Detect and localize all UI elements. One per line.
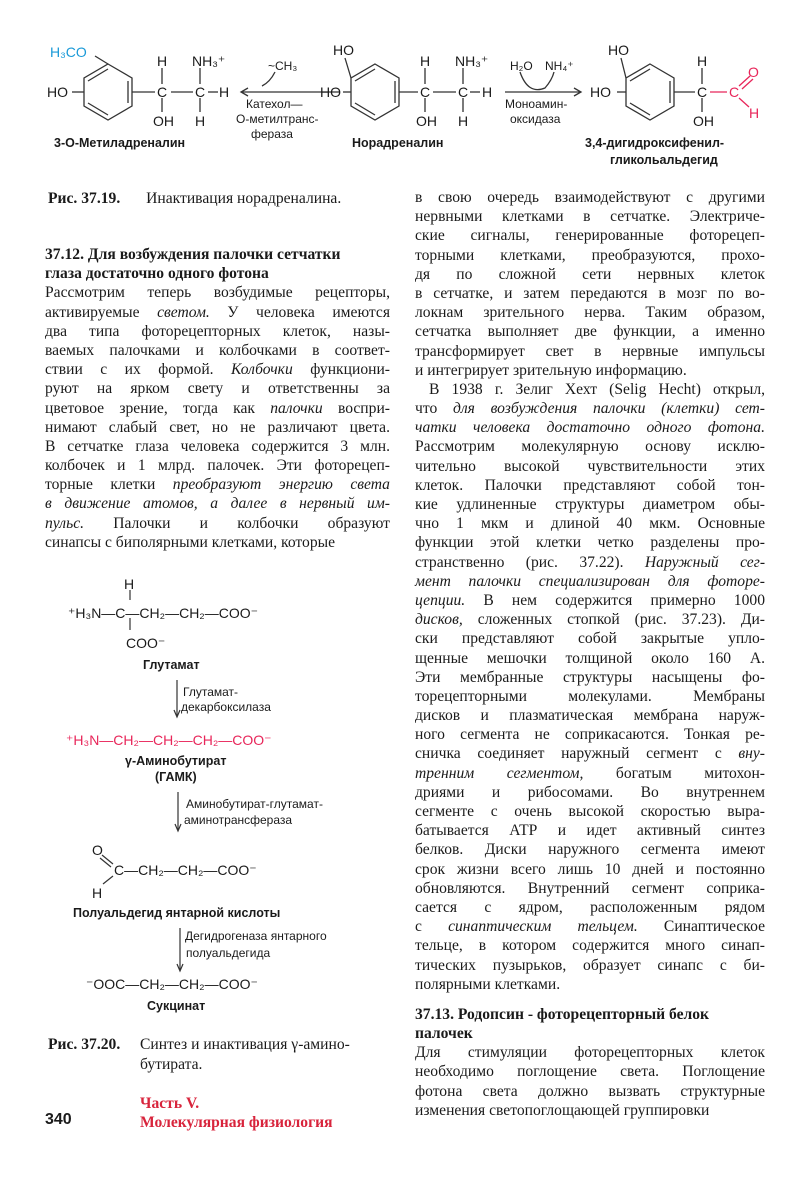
text-segment: два типа фоторецепторных клеток, назы- (45, 322, 390, 340)
text-line (415, 418, 765, 437)
enzyme-label: Аминобутират-глутамат- (186, 797, 323, 811)
text-segment: ские сигналы, генерированные фоторецеп- (415, 227, 765, 245)
text-line (415, 226, 765, 245)
compound-abbreviation: (ГАМК) (155, 770, 197, 784)
text-line (415, 956, 765, 975)
enzyme-label: оксидаза (510, 112, 561, 126)
section-heading: 37.12. Для возбуждения палочки сетчатки (45, 246, 341, 263)
text-line (415, 303, 765, 322)
atom-label: C (420, 84, 431, 100)
figure-37-20-gaba-pathway (66, 576, 327, 1013)
figure-37-19-noradrenaline-inactivation (72, 56, 753, 120)
atom-label: C (157, 84, 168, 100)
text-segment: Для стимуляции фоторецепторных клеток (415, 1044, 765, 1062)
text-line (415, 572, 765, 591)
emphasized-text: синаптическим тельцем. (448, 918, 638, 936)
running-footer (140, 1094, 333, 1132)
atom-label: O (92, 842, 103, 858)
text-line (415, 207, 765, 226)
atom-label: H (482, 84, 493, 100)
text-segment: ваемых палочками и колбочками в соответ- (45, 341, 390, 359)
text-segment: ствии с их формой. (45, 361, 232, 379)
text-line (45, 322, 390, 341)
part-label: Часть V. (140, 1095, 200, 1112)
text-line (415, 610, 765, 629)
text-line (415, 860, 765, 879)
text-line (45, 437, 390, 456)
text-line (415, 898, 765, 917)
atom-label: C (697, 84, 708, 100)
text-line (415, 533, 765, 552)
text-line (45, 360, 390, 379)
page-number: 340 (45, 1111, 72, 1128)
text-line (415, 380, 765, 399)
text-line (415, 188, 765, 207)
text-segment: сетчатка выполняет две функции, а именно (415, 323, 765, 341)
text-line (45, 494, 390, 513)
text-segment: цветовое зрение, тогда как (45, 399, 271, 417)
text-segment: активируемые (45, 303, 158, 321)
emphasized-text: Наружный сег- (644, 553, 766, 571)
compound-name: гликольальдегид (610, 153, 718, 167)
text-line (415, 284, 765, 303)
enzyme-label: Моноамин- (505, 97, 568, 111)
text-segment: в сетчатке, и затем передаются в мозг по во- (415, 284, 765, 302)
water-label: H₂O (510, 59, 533, 73)
atom-label: H (697, 53, 708, 69)
amino-label: NH₃⁺ (455, 53, 489, 69)
text-line (45, 514, 390, 533)
text-segment: клеток. Палочки представляют собой тон- (415, 476, 765, 494)
compound-name: Сукцинат (147, 999, 206, 1013)
atom-label: H (92, 885, 103, 901)
text-line (415, 744, 765, 763)
text-line (415, 764, 765, 783)
text-line (415, 879, 765, 898)
compound-name: Глутамат (143, 658, 200, 672)
text-segment: изменения светопоглощающей группировки (415, 1101, 710, 1119)
benzene-ring (626, 64, 674, 120)
text-segment: нимают слабый свет, но не различают цвета. (45, 418, 390, 436)
text-segment: фотона света должно вызвать структурные (415, 1082, 765, 1100)
text-line (415, 629, 765, 648)
text-segment: Синаптическое (637, 918, 765, 936)
emphasized-text: для возбуждения палочки (клетки) сет- (452, 400, 765, 418)
text-segment: функции этой клетки четко разделены про- (415, 534, 765, 552)
emphasized-text: вну- (738, 745, 765, 763)
compound-name: Полуальдегид янтарной кислоты (73, 906, 281, 920)
hydroxyl-label: HO (320, 84, 341, 100)
caption-label: Рис. 37.20. (48, 1036, 121, 1053)
text-line (415, 361, 765, 380)
compound-name: γ-Аминобутират (125, 754, 227, 768)
text-line (415, 802, 765, 821)
aldehyde-oxygen: O (748, 64, 759, 80)
hydroxyl-label: OH (693, 113, 714, 129)
text-segment: чительно высокой чувствительности этих (415, 457, 765, 475)
enzyme-label: Дегидрогеназа янтарного (185, 929, 327, 943)
text-line (45, 533, 390, 552)
ammonium-label: NH₄⁺ (545, 59, 574, 73)
section-37-12 (45, 245, 390, 552)
text-line (415, 246, 765, 265)
body-text (415, 188, 765, 994)
text-segment: тических пузырьков, образует синапс с би- (415, 956, 765, 974)
text-segment: Эти мембранные структуры насыщены фо- (415, 668, 765, 686)
text-segment: срок жизни всего лишь 10 дней и постоянно (415, 860, 765, 878)
text-line (415, 1043, 765, 1062)
atom-label: H (124, 576, 135, 592)
text-segment: что (415, 400, 453, 418)
atom-label: C (195, 84, 206, 100)
text-line (415, 1082, 765, 1101)
text-segment: торными клетками, преобразуются, прохо- (415, 246, 765, 264)
text-line (415, 783, 765, 802)
compound-name: 3-О-Метиладреналин (54, 136, 186, 150)
hydroxyl-label: OH (153, 113, 174, 129)
caption-text: Инактивация норадреналина. (146, 190, 342, 207)
text-segment: батывается АТР и идет активный синтез (415, 822, 765, 840)
text-line (45, 379, 390, 398)
text-segment: торные клетки (45, 476, 173, 494)
benzene-ring (351, 64, 399, 120)
section-heading: 37.13. Родопсин - фоторецепторный белок (415, 1005, 710, 1023)
text-line (415, 514, 765, 533)
compound-name: 3,4-дигидроксифенил- (585, 136, 725, 150)
emphasized-text: в движение атомов, а далее в нервный им- (45, 495, 390, 513)
gaba-formula: ⁺H₃N—CH₂—CH₂—CH₂—COO⁻ (66, 732, 272, 748)
atom-label: H (157, 53, 168, 69)
methyl-label: ~CH₃ (268, 59, 298, 73)
text-segment: богатым митохон- (583, 764, 765, 782)
text-line (45, 418, 390, 437)
enzyme-label: полуальдегида (186, 946, 271, 960)
text-segment: ного сегмента не соприкасаются. Тонкая ре- (415, 726, 765, 744)
hydroxyl-label: HO (590, 84, 611, 100)
aldehyde-hydrogen: H (749, 105, 760, 121)
hydroxyl-label: HO (47, 84, 68, 100)
text-line (45, 341, 390, 360)
text-segment: торецепторными молекулами. Мембраны (415, 687, 765, 705)
enzyme-label: фераза (251, 127, 293, 141)
emphasized-text: преобразуют энергию света (172, 476, 390, 494)
text-segment: колбочек и 1 млрд. палочек. Эти фоторецеп- (45, 457, 390, 475)
text-line (415, 936, 765, 955)
text-segment: необходимо поглощение света. Поглощение (415, 1063, 765, 1081)
text-line (415, 1062, 765, 1081)
hydroxyl-label: HO (608, 42, 629, 58)
text-line (415, 342, 765, 361)
emphasized-text: палочки (270, 399, 323, 417)
section-heading: палочек (415, 1025, 473, 1043)
text-segment: синапсы с биполярными клетками, которые (45, 533, 336, 551)
amino-label: NH₃⁺ (192, 53, 226, 69)
text-line (45, 399, 390, 418)
text-segment: функциони- (292, 361, 390, 379)
text-segment: В сетчатке глаза человека содержится 3 млн. (45, 437, 390, 455)
text-line (415, 495, 765, 514)
text-line (415, 725, 765, 744)
text-segment: воспри- (322, 399, 390, 417)
emphasized-text: тренним сегментом, (415, 764, 584, 782)
enzyme-label: декарбоксилаза (181, 700, 271, 714)
body-text (415, 1043, 765, 1120)
text-segment: сничка соединяет наружный сегмент с (415, 745, 739, 763)
enzyme-label: Катехол— (246, 97, 303, 111)
semialdehyde-formula: C—CH₂—CH₂—COO⁻ (114, 862, 257, 878)
text-segment: ски представляют собой закрытые упло- (415, 630, 765, 648)
section-heading: глаза достаточно одного фотона (45, 265, 269, 283)
text-segment: У человека имеются (209, 303, 390, 321)
text-segment: тельце, в котором содержится много синап- (415, 937, 765, 955)
text-line (415, 821, 765, 840)
text-line (415, 399, 765, 418)
text-segment: и интегрирует зрительную информацию. (415, 361, 687, 379)
text-line (415, 591, 765, 610)
benzene-ring (84, 64, 132, 120)
hydroxyl-label: OH (416, 113, 437, 129)
emphasized-text: цепции. (415, 591, 466, 609)
text-segment: в свою очередь взаимодействуют с другими (415, 189, 765, 206)
text-segment: сегменте с очень высокой скоростью выра- (415, 803, 765, 820)
text-segment: белков. Диски наружного сегмента имеют (415, 841, 765, 859)
text-line (415, 553, 765, 572)
atom-label: C (458, 84, 469, 100)
text-line (415, 1101, 765, 1120)
emphasized-text: чатки человека достаточно одного фотона. (415, 419, 765, 437)
enzyme-label: О-метилтранс- (236, 112, 319, 126)
enzyme-label: аминотрансфераза (184, 813, 293, 827)
text-segment: трансформирует свет в нервные импульсы (415, 342, 765, 360)
text-segment: с (415, 918, 449, 936)
text-segment: дриями и рибосомами. Во внутреннем (415, 783, 765, 801)
text-line (45, 303, 390, 322)
figure-caption-37-19 (48, 190, 341, 208)
atom-label: H (420, 53, 431, 69)
text-line (415, 706, 765, 725)
enzyme-label: Глутамат- (183, 685, 239, 699)
atom-label: H (195, 113, 206, 129)
text-line (415, 322, 765, 341)
methoxy-group: H₃CO (50, 44, 87, 60)
caption-label: Рис. 37.19. (48, 190, 121, 207)
text-segment: полярными клетками. (415, 975, 561, 993)
emphasized-text: пульс. (45, 514, 85, 532)
text-segment: дисков и плазматическая мембрана наруж- (415, 707, 765, 725)
text-segment: кие удлиненные структуры диаметром обы- (415, 496, 765, 513)
glutamate-formula: ⁺H₃N—C—CH₂—CH₂—COO⁻ (68, 605, 259, 621)
atom-label: H (458, 113, 469, 129)
text-segment: В 1938 г. Зелиг Хехт (Selig Hecht) открыл, (429, 380, 765, 398)
text-segment: В нем содержится примерно 1000 (465, 591, 765, 609)
emphasized-text: светом. (157, 303, 210, 321)
text-segment: руют на ярком свету и ответственны за (45, 380, 390, 398)
figure-37-19-labels (47, 42, 759, 167)
body-text (45, 283, 390, 552)
text-segment: сложенных стопкой (рис. 37.23). Ди- (462, 611, 765, 629)
carboxyl-label: COO⁻ (126, 635, 166, 651)
emphasized-text: мент палочки специализирован для фоторе- (415, 572, 765, 590)
caption-text: Синтез и инактивация γ-амино- (140, 1036, 350, 1053)
text-line (415, 476, 765, 495)
text-line (415, 265, 765, 284)
text-line (415, 917, 765, 936)
part-title: Молекулярная физиология (140, 1114, 333, 1131)
text-line (415, 668, 765, 687)
text-segment: Палочки и колбочки образуют (84, 514, 390, 532)
emphasized-text: Колбочки (231, 361, 293, 379)
text-line (415, 840, 765, 859)
text-segment: странственно (рис. 37.22). (415, 553, 645, 571)
aldehyde-carbon: C (729, 84, 740, 100)
text-line (415, 437, 765, 456)
text-line (415, 687, 765, 706)
succinate-formula: ⁻OOC—CH₂—CH₂—COO⁻ (86, 976, 258, 992)
text-line (45, 283, 390, 302)
text-segment: локнам зрительного нерва. Таким образом, (415, 304, 765, 322)
text-line (415, 975, 765, 994)
caption-text: бутирата. (140, 1056, 203, 1073)
text-segment: Рассмотрим молекулярную основу исклю- (415, 438, 765, 456)
text-segment: нервными клетками в сетчатке. Электриче- (415, 208, 765, 226)
text-line (415, 457, 765, 476)
text-segment: обновляются. Внутренний сегмент соприка- (415, 879, 765, 897)
text-segment: щенные мешочки толщиной около 160 А. (415, 649, 765, 667)
text-segment: сается с ядром, расположенным рядом (415, 898, 765, 916)
compound-name: Норадреналин (352, 136, 444, 150)
hydroxyl-label: HO (333, 42, 354, 58)
atom-label: H (219, 84, 230, 100)
right-column (415, 188, 765, 1120)
text-segment: чно 1 мкм и длиной 40 мкм. Основные (415, 515, 765, 533)
emphasized-text: дисков, (415, 611, 463, 629)
text-line (45, 456, 390, 475)
text-segment: дя по сложной сети нервных клеток (415, 265, 765, 283)
text-line (415, 649, 765, 668)
text-segment: Рассмотрим теперь возбудимые рецепторы, (45, 284, 390, 302)
text-line (45, 475, 390, 494)
